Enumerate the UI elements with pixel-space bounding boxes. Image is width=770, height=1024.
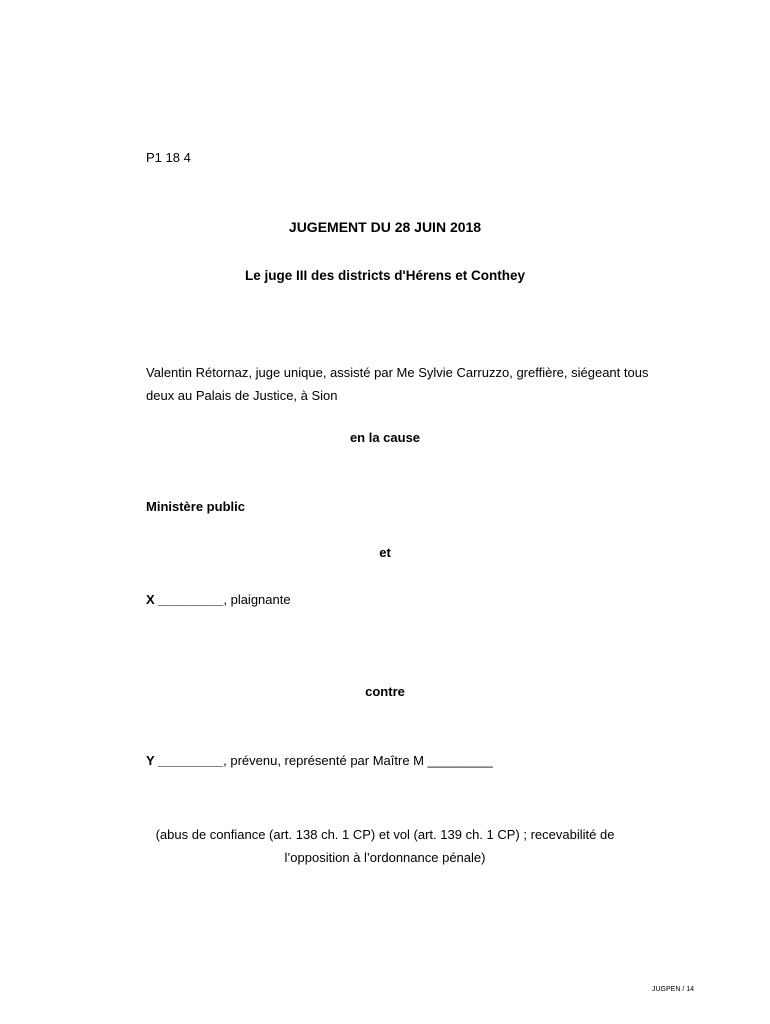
in-the-case-heading: en la cause — [349, 430, 421, 445]
intro-line-1: Valentin Rétornaz, juge unique, assisté par Me Sylvie Carruzzo, greffière, siégeant tous — [146, 365, 649, 380]
against-separator: contre — [365, 684, 405, 699]
case-reference: P1 18 4 — [146, 150, 191, 165]
party-y-name: Y _________ — [146, 753, 224, 768]
party-y-role: , prévenu, représenté par Maître M _________ — [223, 753, 493, 768]
charges-line-1: (abus de confiance (art. 138 ch. 1 CP) et vol (art. 139 ch. 1 CP) ; recevabilité de — [155, 827, 615, 842]
judge-intro-paragraph — [146, 361, 706, 407]
party-x-name: X _________ — [146, 592, 224, 607]
charges-line-2: l’opposition à l’ordonnance pénale) — [284, 850, 486, 865]
intro-line-2: deux au Palais de Justice, à Sion — [146, 388, 338, 403]
judgment-title: JUGEMENT DU 28 JUIN 2018 — [288, 219, 482, 235]
court-name: Le juge III des districts d'Hérens et Conthey — [244, 268, 526, 283]
party-y — [146, 753, 493, 768]
and-separator: et — [379, 545, 391, 560]
charges-paragraph — [0, 823, 770, 869]
party-x — [146, 592, 291, 607]
party-x-role: , plaignante — [223, 592, 291, 607]
footer-code: JUGPEN / 14 — [652, 986, 695, 993]
party-public-prosecutor: Ministère public — [146, 499, 245, 514]
